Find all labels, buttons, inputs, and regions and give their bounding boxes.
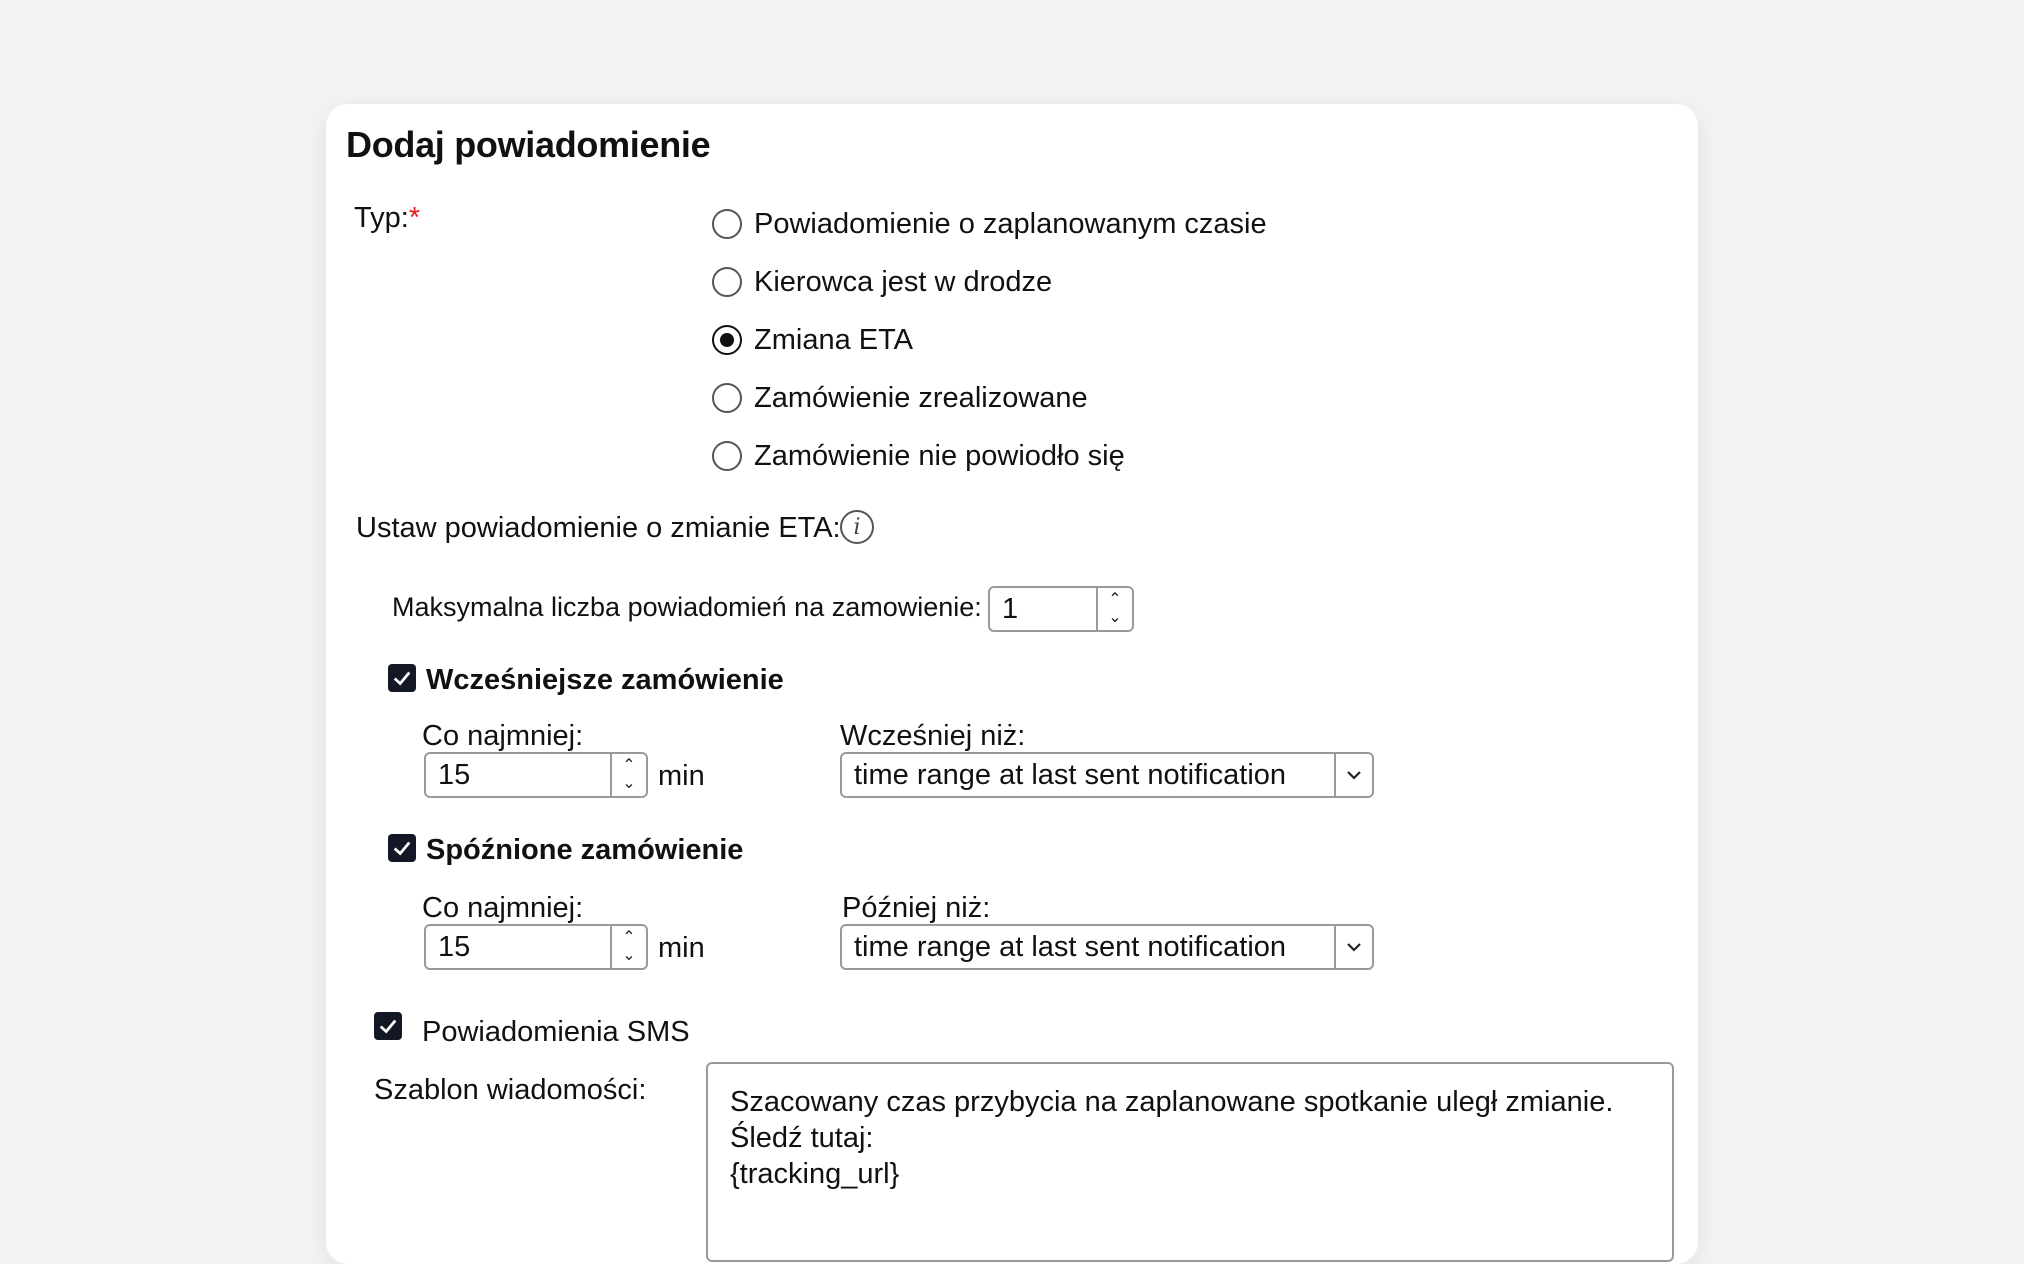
radio-button[interactable]	[712, 383, 742, 413]
earlier-compare-label: Wcześniej niż:	[840, 720, 1026, 752]
radio-option-scheduled[interactable]	[712, 204, 1267, 244]
radio-button-selected[interactable]	[712, 325, 742, 355]
chevron-down-icon[interactable]: ⌄	[622, 775, 636, 792]
earlier-at-least-label: Co najmniej:	[422, 720, 584, 752]
earlier-order-checkbox[interactable]	[388, 664, 416, 692]
template-line: Szacowany czas przybycia na zaplanowane spotkanie uległ zmianie.	[730, 1086, 1614, 1118]
radio-button[interactable]	[712, 267, 742, 297]
select-value[interactable]: time range at last sent notification	[854, 930, 1287, 963]
template-line: {tracking_url}	[730, 1158, 900, 1190]
info-icon[interactable]: i	[840, 510, 874, 544]
chevron-down-icon[interactable]	[1334, 926, 1372, 968]
stepper-arrows[interactable]	[610, 926, 646, 968]
late-order-label: Spóźnione zamówienie	[426, 834, 744, 866]
late-at-least-label: Co najmniej:	[422, 892, 584, 924]
radio-label: Zamówienie zrealizowane	[754, 381, 1088, 414]
select-value[interactable]: time range at last sent notification	[854, 758, 1287, 791]
radio-label: Powiadomienie o zaplanowanym czasie	[754, 207, 1267, 240]
required-mark: *	[408, 202, 421, 234]
chevron-up-icon[interactable]: ⌃	[622, 757, 636, 774]
sms-label: Powiadomienia SMS	[422, 1016, 690, 1048]
dialog-title: Dodaj powiadomienie	[346, 124, 711, 165]
earlier-minutes-stepper[interactable]	[424, 752, 648, 798]
radio-label: Zamówienie nie powiodło się	[754, 439, 1125, 472]
stepper-value[interactable]: 15	[438, 930, 471, 963]
late-unit-label: min	[658, 932, 705, 964]
chevron-down-icon[interactable]: ⌄	[1108, 609, 1122, 626]
late-compare-select[interactable]	[840, 924, 1374, 970]
earlier-compare-select[interactable]	[840, 752, 1374, 798]
late-order-checkbox[interactable]	[388, 834, 416, 862]
type-label	[354, 202, 420, 235]
template-label: Szablon wiadomości:	[374, 1074, 647, 1106]
late-minutes-stepper[interactable]	[424, 924, 648, 970]
stepper-value[interactable]: 15	[438, 758, 471, 791]
chevron-up-icon[interactable]: ⌃	[1108, 591, 1122, 608]
radio-button[interactable]	[712, 209, 742, 239]
radio-option-order-completed[interactable]	[712, 378, 1088, 418]
eta-section-label: Ustaw powiadomienie o zmianie ETA:	[356, 512, 841, 544]
earlier-order-label: Wcześniejsze zamówienie	[426, 664, 784, 696]
radio-option-driver-on-way[interactable]	[712, 262, 1052, 302]
type-label-text: Typ:	[354, 202, 409, 234]
earlier-unit-label: min	[658, 760, 705, 792]
radio-label: Kierowca jest w drodze	[754, 265, 1053, 298]
radio-option-eta-change[interactable]	[712, 320, 913, 360]
late-compare-label: Później niż:	[842, 892, 991, 924]
sms-checkbox[interactable]	[374, 1012, 402, 1040]
check-icon	[391, 667, 413, 689]
template-line: Śledź tutaj:	[730, 1122, 874, 1154]
chevron-down-icon[interactable]: ⌄	[622, 947, 636, 964]
radio-dot	[720, 333, 734, 347]
check-icon	[377, 1015, 399, 1037]
chevron-down-icon[interactable]	[1334, 754, 1372, 796]
max-notifications-stepper[interactable]	[988, 586, 1134, 632]
stepper-arrows[interactable]	[1096, 588, 1132, 630]
radio-button[interactable]	[712, 441, 742, 471]
radio-option-order-failed[interactable]	[712, 436, 1125, 476]
max-notifications-label: Maksymalna liczba powiadomień na zamowienie:	[392, 592, 982, 622]
stepper-arrows[interactable]	[610, 754, 646, 796]
add-notification-dialog	[326, 104, 1698, 1264]
chevron-up-icon[interactable]: ⌃	[622, 929, 636, 946]
radio-label: Zmiana ETA	[754, 323, 914, 356]
check-icon	[391, 837, 413, 859]
template-textarea[interactable]	[706, 1062, 1674, 1262]
stepper-value[interactable]: 1	[1002, 592, 1019, 625]
